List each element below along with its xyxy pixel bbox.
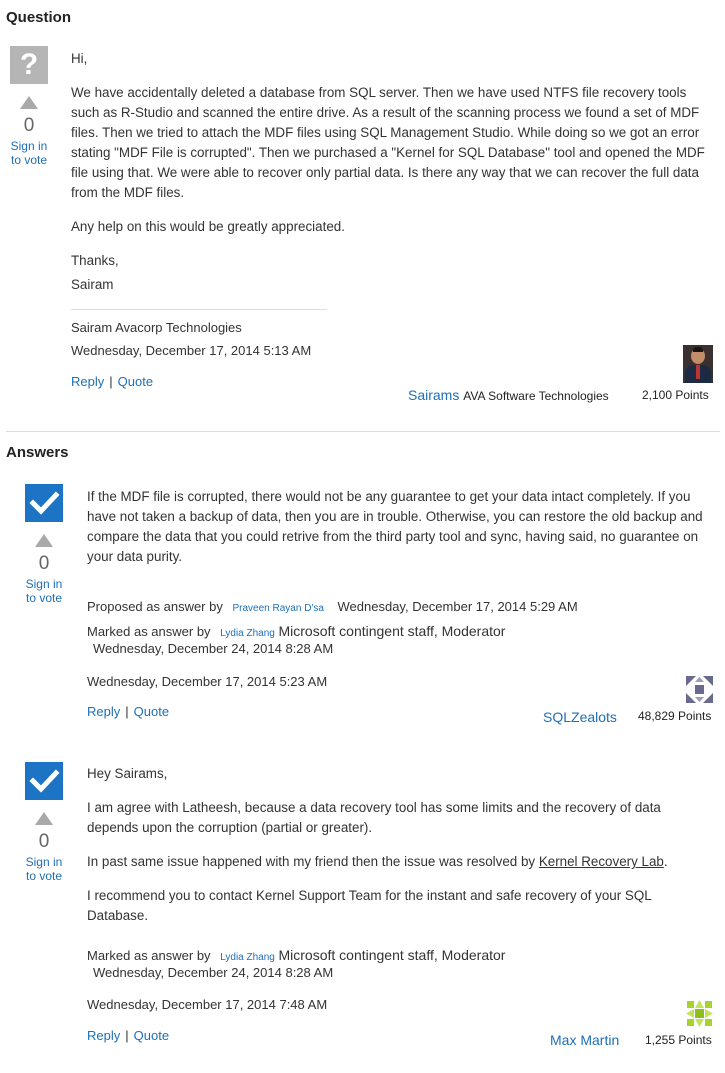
marked-by-link[interactable]: Lydia Zhang xyxy=(220,628,275,639)
answer2-body xyxy=(87,764,707,926)
answer2-timestamp: Wednesday, December 17, 2014 7:48 AM xyxy=(87,997,328,1012)
signature-divider xyxy=(71,309,327,310)
sign-in-to-vote-link[interactable]: Sign in to vote xyxy=(25,855,63,883)
quote-link[interactable]: Quote xyxy=(133,704,170,719)
answer2-paragraph: I recommend you to contact Kernel Support Team for the instant and safe recovery of your SQL Database. xyxy=(87,888,652,923)
author-organization: AVA Software Technologies xyxy=(463,389,609,403)
question-timestamp: Wednesday, December 17, 2014 5:13 AM xyxy=(71,343,312,358)
reply-link[interactable]: Reply xyxy=(71,374,105,389)
question-paragraph: Any help on this would be greatly appreciated. xyxy=(71,219,345,234)
answer1-proposed: Proposed as answer by Praveen Rayan D'sa Wednesday, December 17, 2014 5:29 AM xyxy=(87,599,578,614)
avatar-sqlzealots[interactable] xyxy=(684,674,715,705)
answer2-paragraph: In past same issue happened with my friend then the issue was resolved by Kernel Recovery Lab. xyxy=(87,854,668,869)
answer1-text: If the MDF file is corrupted, there would not be any guarantee to get your data intact completely. If you have not taken a backup of data, then you are in trouble. Otherwise, you can restore the old backup and compare the data that you could retrive from the third party tool and sync, having said, no guarantee on your data purity. xyxy=(87,489,703,564)
vote-count: 0 xyxy=(38,553,50,574)
upvote-arrow-icon[interactable] xyxy=(35,812,53,825)
upvote-arrow-icon[interactable] xyxy=(20,96,38,109)
answer1-actions: Reply | Quote xyxy=(87,704,170,719)
answer2-vote-panel xyxy=(22,762,66,883)
vote-count: 0 xyxy=(23,115,35,136)
quote-link[interactable]: Quote xyxy=(117,374,154,389)
question-actions: Reply | Quote xyxy=(71,374,154,389)
question-vote-panel xyxy=(7,46,51,167)
question-name: Sairam xyxy=(71,277,114,292)
marked-by-link[interactable]: Lydia Zhang xyxy=(220,952,275,963)
answer2-actions: Reply | Quote xyxy=(87,1028,170,1043)
answer2-paragraph: I am agree with Latheesh, because a data recovery tool has some limits and the recovery of data depends upon the corruption (partial or greater). xyxy=(87,800,661,835)
reply-link[interactable]: Reply xyxy=(87,1028,121,1043)
proposed-by-link[interactable]: Praveen Rayan D'sa xyxy=(232,603,324,614)
answer2-marked-time: Wednesday, December 24, 2014 8:28 AM xyxy=(93,965,334,980)
upvote-arrow-icon[interactable] xyxy=(35,534,53,547)
vote-count: 0 xyxy=(38,831,50,852)
avatar-sairams[interactable] xyxy=(683,345,713,383)
signature-text: Sairam Avacorp Technologies xyxy=(71,320,242,335)
question-author[interactable]: Sairams AVA Software Technologies xyxy=(408,387,609,403)
answer2-author[interactable]: Max Martin xyxy=(550,1032,620,1048)
answer1-author-points: 48,829 Points xyxy=(638,709,712,723)
answer1-body xyxy=(87,487,707,567)
answer1-vote-panel xyxy=(22,484,66,605)
question-author-points: 2,100 Points xyxy=(642,388,709,402)
checkmark-icon xyxy=(25,762,63,800)
answer1-timestamp: Wednesday, December 17, 2014 5:23 AM xyxy=(87,674,328,689)
question-paragraph: We have accidentally deleted a database from SQL server. Then we have used NTFS file recovery tools such as R-Studio and scanned the entire drive. As a result of the scanning process we found a set of MDF files. Then we tried to attach the MDF files using SQL Management Studio. While doing so we got an error stating "MDF File is corrupted". Then we purchased a "Kernel for SQL Database" tool and opened the MDF file using that. We were able to recover only partial data. Is there any way that we can recover the full data from the MDF files. xyxy=(71,85,705,200)
answer2-marked: Marked as answer by Lydia Zhang Microsoft contingent staff, Moderator xyxy=(87,947,506,963)
reply-link[interactable]: Reply xyxy=(87,704,121,719)
section-divider xyxy=(6,431,720,432)
avatar-max-martin[interactable] xyxy=(684,998,715,1029)
kernel-recovery-lab-link[interactable]: Kernel Recovery Lab xyxy=(538,854,664,869)
answer2-greeting: Hey Sairams, xyxy=(87,766,168,781)
answer1-marked: Marked as answer by Lydia Zhang Microsoft contingent staff, Moderator xyxy=(87,623,506,639)
sign-in-to-vote-link[interactable]: Sign in to vote xyxy=(10,139,48,167)
answer1-marked-time: Wednesday, December 24, 2014 8:28 AM xyxy=(93,641,334,656)
answer2-author-points: 1,255 Points xyxy=(645,1033,712,1047)
answer1-author[interactable]: SQLZealots xyxy=(543,709,617,725)
answers-heading: Answers xyxy=(6,444,69,461)
question-heading: Question xyxy=(6,9,72,26)
sign-in-to-vote-link[interactable]: Sign in to vote xyxy=(25,577,63,605)
quote-link[interactable]: Quote xyxy=(133,1028,170,1043)
question-body xyxy=(71,49,711,295)
question-greeting: Hi, xyxy=(71,51,88,66)
question-thanks: Thanks, xyxy=(71,253,119,268)
checkmark-icon xyxy=(25,484,63,522)
question-mark-icon: ? xyxy=(10,46,48,84)
